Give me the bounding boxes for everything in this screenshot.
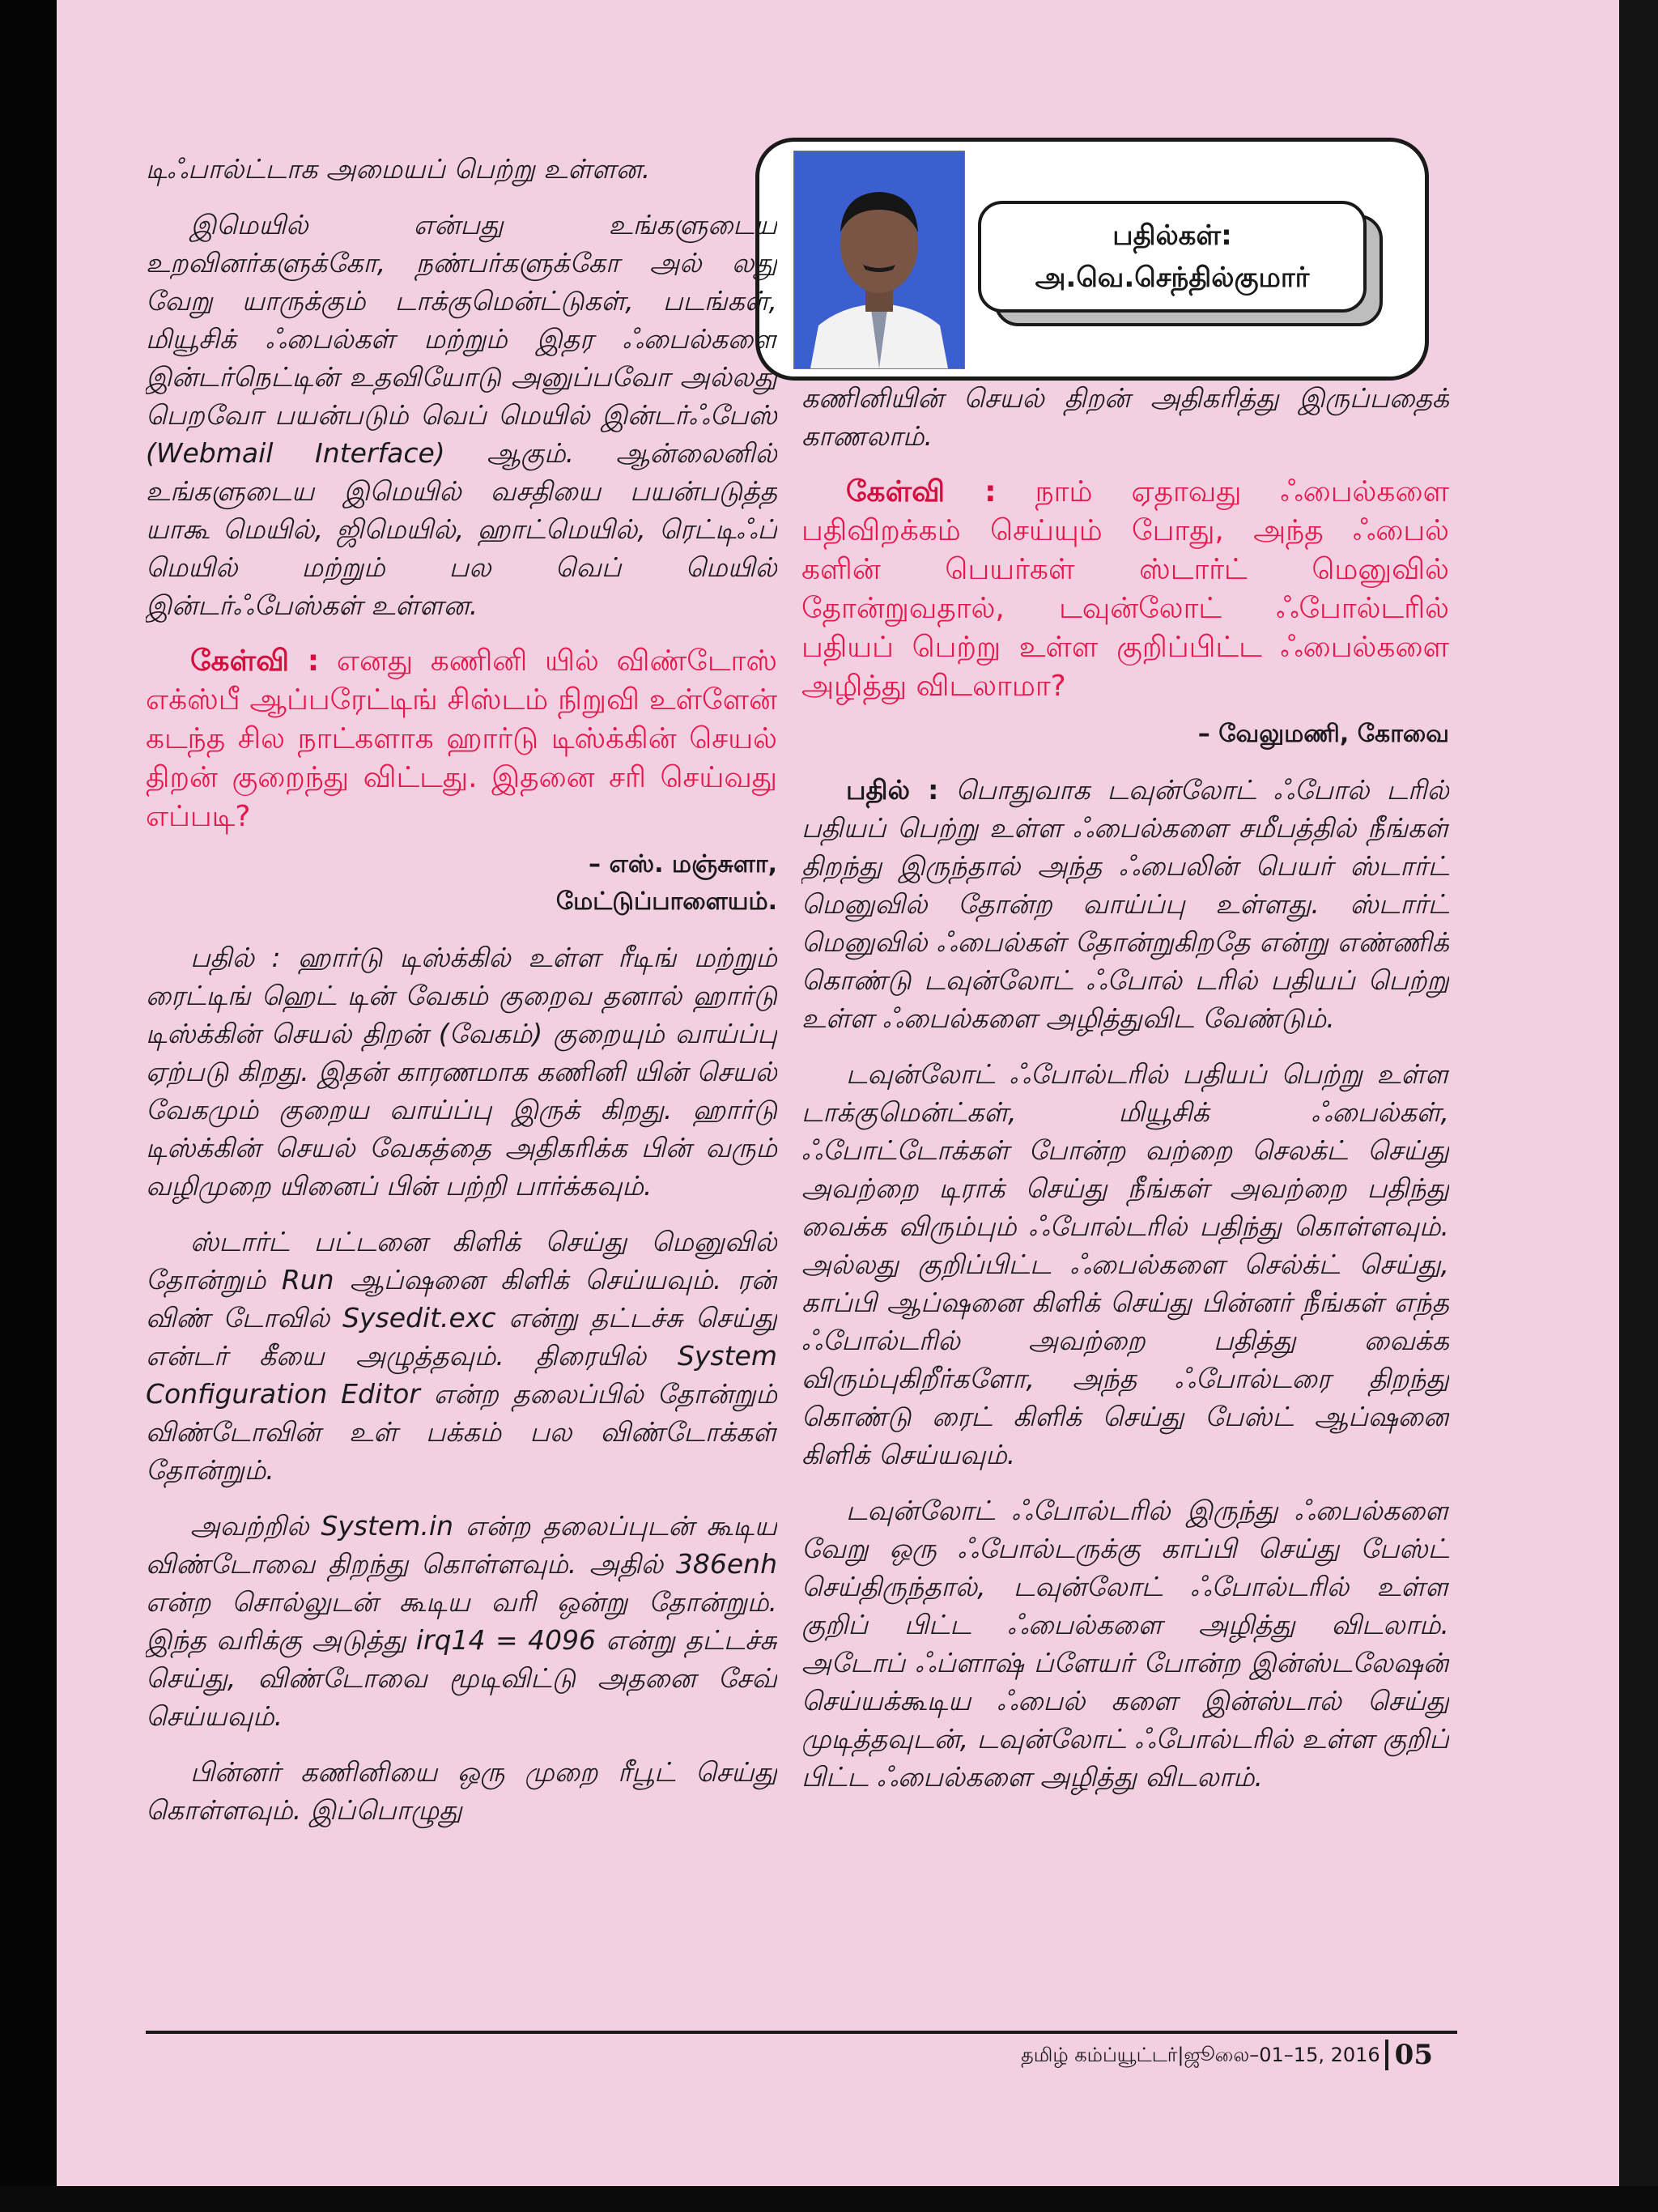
right-page-edge [1619,0,1658,2212]
author-photo [793,151,965,369]
question [146,642,777,836]
answer-paragraph: பதில் : ஹார்டு டிஸ்க்கில் உள்ள ரீடிங் மற்றும் ரைட்டிங் ஹெட் டின் வேகம் குறைவ தனால் ஹார்டு டிஸ்க்கின் செயல் திறன் (வேகம்) குறையும் வாய்ப்பு ஏற்படு கிறது. இதன் காரணமாக கணினி யின் செயல் வேகமும் குறைய வாய்ப்பு இருக் கிறது. ஹார்டு டிஸ்க்கின் செயல் வேகத்தை அதிகரிக்க பின் வரும் வழிமுறை யினைப் பின் பற்றி பார்க்கவும். [146,942,777,1202]
bottom-page-edge [0,2186,1658,2212]
answer-author-name: அ.வெ.செந்தில்குமார் [1035,262,1310,294]
left-page-edge [0,0,57,2212]
answers-label: பதில்கள்: [1112,219,1232,252]
right-column [801,379,1449,2014]
question-text: எனது கணினி யில் விண்டோஸ் எக்ஸ்பீ ஆப்பரேட்டிங் சிஸ்டம் நிறுவி உள்ளேன் கடந்த சில நாட்களாக ஹார்டு டிஸ்க்கின் செயல் திறன் குறைந்து விட்டது. இதனை சரி செய்வது எப்படி? [146,644,777,833]
left-column [146,150,777,2016]
page-number: 05 [1394,2039,1433,2071]
question-label: கேள்வி : [846,475,997,508]
question-author [146,846,777,921]
paragraph: அவற்றில் System.in என்ற தலைப்புடன் கூடிய விண்டோவை திறந்து கொள்ளவும். அதில் 386enh என்ற சொல்லுடன் கூடிய வரி ஒன்று தோன்றும். இந்த வரிக்கு அடுத்து irq14 = 4096 என்று தட்டச்சு செய்து, விண்டோவை மூடிவிட்டு அதனை சேவ் செய்யவும். [146,1510,777,1732]
publication-info: தமிழ் கம்ப்யூட்டர்|ஜூலை–01–15, 2016 [1021,2044,1380,2066]
answer-paragraph [801,771,1449,1037]
footer-separator [1385,2040,1388,2070]
paragraph: கணினியின் செயல் திறன் அதிகரித்து இருப்பதைக் காணலாம். [801,382,1449,452]
question [801,473,1449,706]
paragraph: டவுன்லோட் ஃபோல்டரில் பதியப் பெற்று உள்ள டாக்குமென்ட்கள், மியூசிக் ஃபைல்கள், ஃபோட்டோக்கள் போன்ற வற்றை செலக்ட் செய்து அவற்றை டிராக் செய்து நீங்கள் அவற்றை பதிந்து வைக்க விரும்பும் ஃபோல்டரில் பதிந்து கொள்ளவும். அல்லது குறிப்பிட்ட ஃபைல்களை செல்க்ட் செய்து, காப்பி ஆப்ஷனை கிளிக் செய்து பின்னர் நீங்கள் எந்த ஃபோல்டரில் அவற்றை பதித்து வைக்க விரும்புகிறீர்களோ, அந்த ஃபோல்டரை திறந்து கொண்டு ரைட் கிளிக் செய்து பேஸ்ட் ஆப்ஷனை கிளிக் செய்யவும். [801,1058,1449,1470]
answer-author-box [978,201,1367,313]
person-portrait-icon [794,151,964,368]
author-place: மேட்டுப்பாளையம். [555,887,777,916]
paragraph: ஸ்டார்ட் பட்டனை கிளிக் செய்து மெனுவில் தோன்றும் Run ஆப்ஷனை கிளிக் செய்யவும். ரன் விண் டோவில் Sysedit.exc என்று தட்டச்சு செய்து என்டர் கீயை அழுத்தவும். திரையில் System Configuration Editor என்ற தலைப்பில் தோன்றும் விண்டோவின் உள் பக்கம் பல விண்டோக்கள் தோன்றும். [146,1226,777,1486]
answer-label: பதில் : [846,774,939,806]
footer-rule [146,2031,1457,2034]
question-author: – வேலுமணி, கோவை [1197,720,1449,748]
answer-text: பொதுவாக டவுன்லோட் ஃபோல் டரில் பதியப் பெற்று உள்ள ஃபைல்களை சமீபத்தில் நீங்கள் திறந்து இருந்தால் அந்த ஃபைலின் பெயர் ஸ்டார்ட் மெனுவில் தோன்ற வாய்ப்பு உள்ளது. ஸ்டார்ட் மெனுவில் ஃபைல்கள் தோன்றுகிறதே என்று எண்ணிக் கொண்டு டவுன்லோட் ஃபோல் டரில் பதியப் பெற்று உள்ள ஃபைல்களை அழித்துவிட வேண்டும். [801,774,1449,1034]
paragraph: பின்னர் கணினியை ஒரு முறை ரீபூட் செய்து கொள்ளவும். இப்பொழுது [146,1756,777,1826]
question-label: கேள்வி : [190,644,320,678]
page-footer [1021,2039,1433,2071]
paragraph: டவுன்லோட் ஃபோல்டரில் இருந்து ஃபைல்களை வேறு ஒரு ஃபோல்டருக்கு காப்பி செய்து பேஸ்ட் செய்திருந்தால், டவுன்லோட் ஃபோல்டரில் உள்ள குறிப் பிட்ட ஃபைல்களை அழித்து விடலாம். அடோப் ஃப்ளாஷ் ப்ளேயர் போன்ற இன்ஸ்டலேஷன் செய்யக்கூடிய ஃபைல் களை இன்ஸ்டால் செய்து முடித்தவுடன், டவுன்லோட் ஃபோல்டரில் உள்ள குறிப் பிட்ட ஃபைல்களை அழித்து விடலாம். [801,1495,1449,1793]
author-name: – எஸ். மஞ்சுளா, [589,850,777,878]
paragraph: இமெயில் என்பது உங்களுடைய உறவினர்களுக்கோ, நண்பர்களுக்கோ அல் லது வேறு யாருக்கும் டாக்குமென்ட்டுகள், படங்கள், மியூசிக் ஃபைல்கள் மற்றும் இதர ஃபைல்களை இன்டர்நெட்டின் உதவியோடு அனுப்பவோ அல்லது பெறவோ பயன்படும் வெப் மெயில் இன்டர்ஃபேஸ் (Webmail Interface) ஆகும். ஆன்லைனில் உங்களுடைய இமெயில் வசதியை பயன்படுத்த யாகூ மெயில், ஜிமெயில், ஹாட்மெயில், ரெட்டிஃப் மெயில் மற்றும் பல வெப் மெயில் இன்டர்ஃபேஸ்கள் உள்ளன. [146,209,777,621]
paragraph: டிஃபால்ட்டாக அமையப் பெற்று உள்ளன. [146,153,651,185]
question-text: நாம் ஏதாவது ஃபைல்களை பதிவிறக்கம் செய்யும் போது, அந்த ஃபைல் களின் பெயர்கள் ஸ்டார்ட் மெனுவில் தோன்றுவதால், டவுன்லோட் ஃபோல்டரில் பதியப் பெற்று உள்ள குறிப்பிட்ட ஃபைல்களை அழித்து விடலாமா? [801,475,1449,703]
